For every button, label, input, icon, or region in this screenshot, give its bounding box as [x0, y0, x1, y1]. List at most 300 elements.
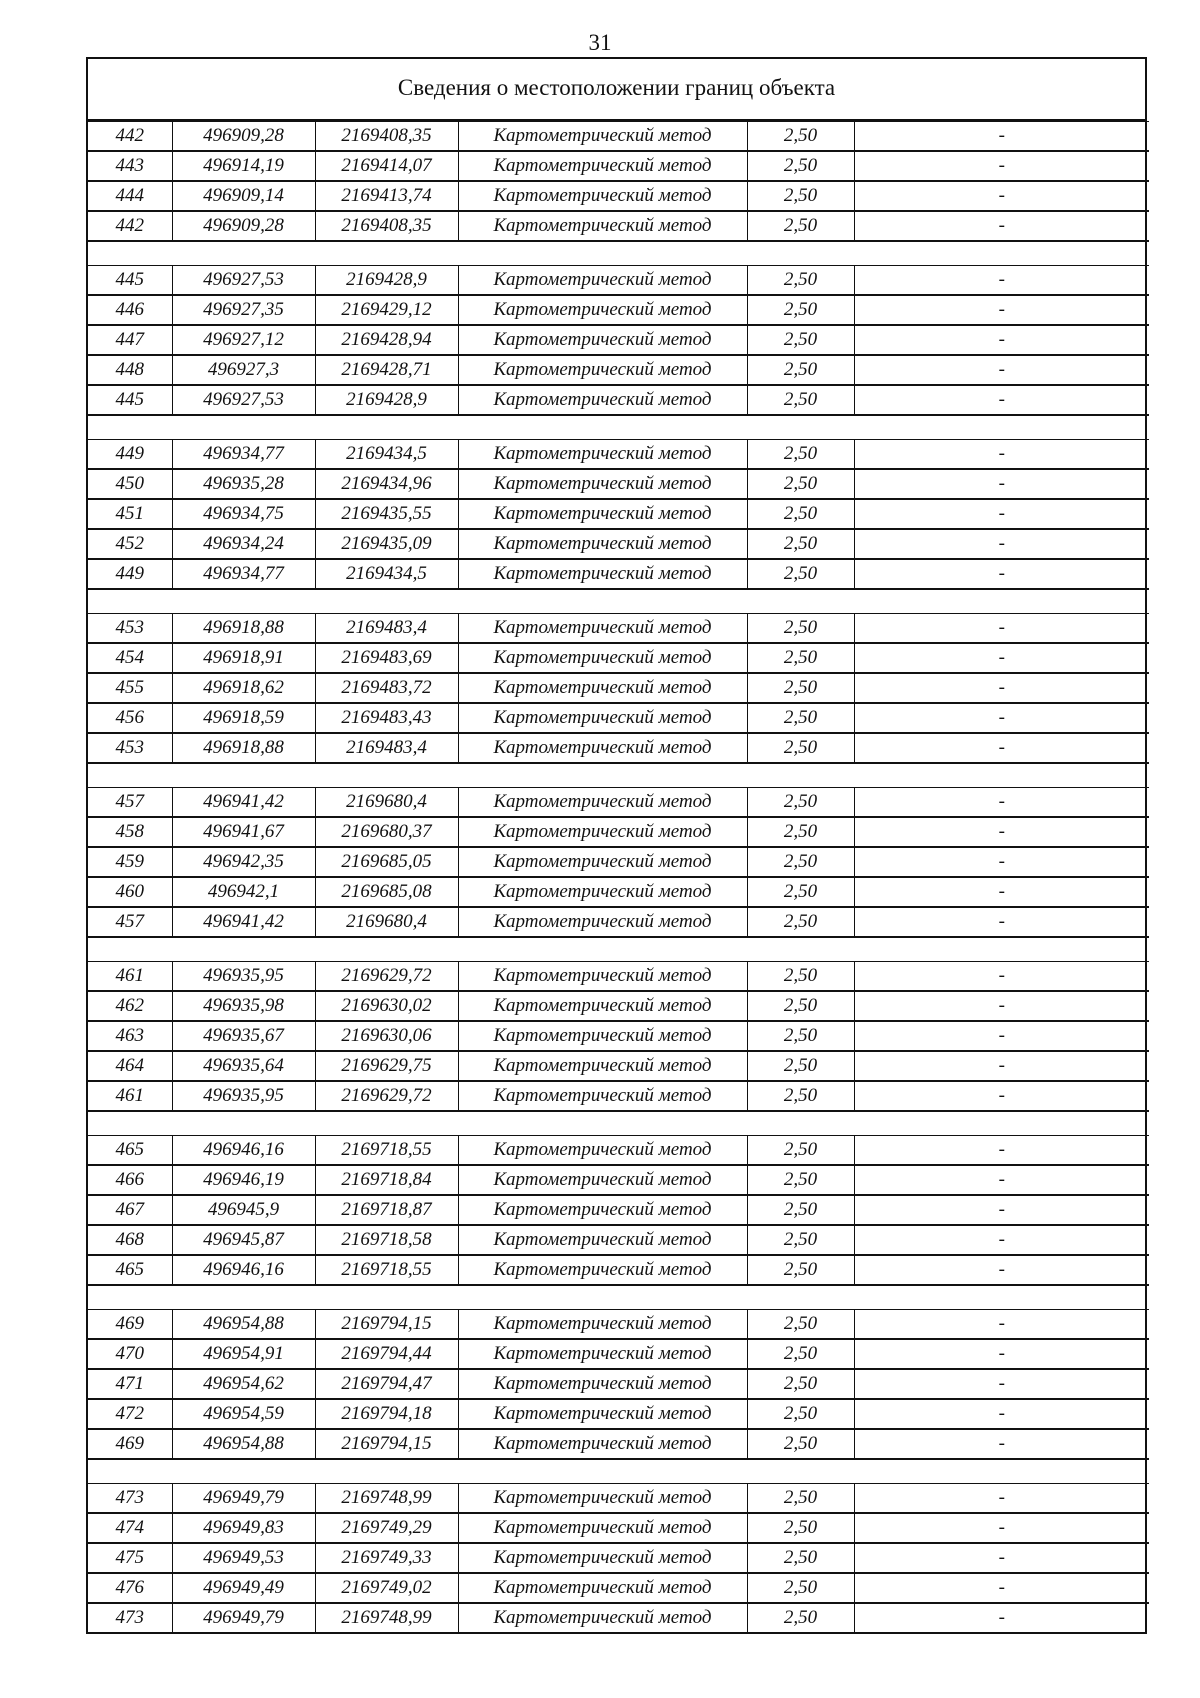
- note-cell: -: [854, 1165, 1149, 1195]
- note-cell: -: [854, 788, 1149, 818]
- accuracy-cell: 2,50: [747, 499, 854, 529]
- accuracy-cell: 2,50: [747, 1310, 854, 1340]
- note-cell: -: [854, 1081, 1149, 1111]
- point-number-cell: 449: [88, 559, 172, 589]
- table-row: [88, 1573, 1149, 1603]
- method-cell: Картометрический метод: [458, 847, 747, 877]
- coordinates-table: [88, 121, 1149, 1632]
- method-cell: Картометрический метод: [458, 991, 747, 1021]
- table-row: [88, 1339, 1149, 1369]
- x-coordinate-cell: 496941,42: [172, 907, 315, 937]
- note-cell: -: [854, 847, 1149, 877]
- table-row: [88, 703, 1149, 733]
- x-coordinate-cell: 496935,98: [172, 991, 315, 1021]
- point-number-cell: 453: [88, 614, 172, 644]
- method-cell: Картометрический метод: [458, 962, 747, 992]
- method-cell: Картометрический метод: [458, 1573, 747, 1603]
- method-cell: Картометрический метод: [458, 1513, 747, 1543]
- note-cell: -: [854, 529, 1149, 559]
- method-cell: Картометрический метод: [458, 122, 747, 152]
- table-row: [88, 559, 1149, 589]
- method-cell: Картометрический метод: [458, 1484, 747, 1514]
- y-coordinate-cell: 2169749,29: [315, 1513, 458, 1543]
- method-cell: Картометрический метод: [458, 614, 747, 644]
- group-separator-row: [88, 241, 1149, 266]
- accuracy-cell: 2,50: [747, 325, 854, 355]
- x-coordinate-cell: 496946,16: [172, 1255, 315, 1285]
- accuracy-cell: 2,50: [747, 673, 854, 703]
- y-coordinate-cell: 2169794,18: [315, 1399, 458, 1429]
- y-coordinate-cell: 2169408,35: [315, 211, 458, 241]
- note-cell: -: [854, 440, 1149, 470]
- page-number: 31: [588, 30, 612, 55]
- table-row: [88, 529, 1149, 559]
- y-coordinate-cell: 2169483,72: [315, 673, 458, 703]
- point-number-cell: 475: [88, 1543, 172, 1573]
- note-cell: -: [854, 1399, 1149, 1429]
- x-coordinate-cell: 496942,1: [172, 877, 315, 907]
- point-number-cell: 444: [88, 181, 172, 211]
- point-number-cell: 462: [88, 991, 172, 1021]
- table-row: [88, 1255, 1149, 1285]
- note-cell: -: [854, 469, 1149, 499]
- note-cell: -: [854, 1603, 1149, 1632]
- method-cell: Картометрический метод: [458, 1051, 747, 1081]
- y-coordinate-cell: 2169718,58: [315, 1225, 458, 1255]
- accuracy-cell: 2,50: [747, 1051, 854, 1081]
- point-number-cell: 442: [88, 211, 172, 241]
- y-coordinate-cell: 2169685,08: [315, 877, 458, 907]
- x-coordinate-cell: 496941,67: [172, 817, 315, 847]
- y-coordinate-cell: 2169718,87: [315, 1195, 458, 1225]
- group-separator-cell: [88, 241, 1149, 266]
- point-number-cell: 470: [88, 1339, 172, 1369]
- method-cell: Картометрический метод: [458, 1543, 747, 1573]
- method-cell: Картометрический метод: [458, 355, 747, 385]
- coordinates-table-body: [88, 122, 1149, 1633]
- note-cell: -: [854, 355, 1149, 385]
- y-coordinate-cell: 2169408,35: [315, 122, 458, 152]
- x-coordinate-cell: 496918,62: [172, 673, 315, 703]
- group-separator-row: [88, 589, 1149, 614]
- x-coordinate-cell: 496946,16: [172, 1136, 315, 1166]
- group-separator-cell: [88, 763, 1149, 788]
- accuracy-cell: 2,50: [747, 1429, 854, 1459]
- group-separator-row: [88, 415, 1149, 440]
- x-coordinate-cell: 496941,42: [172, 788, 315, 818]
- x-coordinate-cell: 496918,59: [172, 703, 315, 733]
- group-separator-cell: [88, 937, 1149, 962]
- point-number-cell: 458: [88, 817, 172, 847]
- point-number-cell: 465: [88, 1255, 172, 1285]
- x-coordinate-cell: 496945,87: [172, 1225, 315, 1255]
- accuracy-cell: 2,50: [747, 877, 854, 907]
- table-row: [88, 907, 1149, 937]
- method-cell: Картометрический метод: [458, 1429, 747, 1459]
- accuracy-cell: 2,50: [747, 1021, 854, 1051]
- note-cell: -: [854, 1543, 1149, 1573]
- point-number-cell: 452: [88, 529, 172, 559]
- point-number-cell: 446: [88, 295, 172, 325]
- y-coordinate-cell: 2169749,02: [315, 1573, 458, 1603]
- method-cell: Картометрический метод: [458, 499, 747, 529]
- table-row: [88, 1195, 1149, 1225]
- accuracy-cell: 2,50: [747, 1513, 854, 1543]
- x-coordinate-cell: 496909,28: [172, 122, 315, 152]
- table-row: [88, 962, 1149, 992]
- note-cell: -: [854, 151, 1149, 181]
- note-cell: -: [854, 817, 1149, 847]
- method-cell: Картометрический метод: [458, 1255, 747, 1285]
- note-cell: -: [854, 1051, 1149, 1081]
- x-coordinate-cell: 496949,83: [172, 1513, 315, 1543]
- table-row: [88, 847, 1149, 877]
- x-coordinate-cell: 496949,49: [172, 1573, 315, 1603]
- group-separator-cell: [88, 1111, 1149, 1136]
- point-number-cell: 464: [88, 1051, 172, 1081]
- point-number-cell: 445: [88, 385, 172, 415]
- note-cell: -: [854, 295, 1149, 325]
- point-number-cell: 476: [88, 1573, 172, 1603]
- note-cell: -: [854, 907, 1149, 937]
- y-coordinate-cell: 2169629,72: [315, 1081, 458, 1111]
- table-row: [88, 266, 1149, 296]
- note-cell: -: [854, 1021, 1149, 1051]
- accuracy-cell: 2,50: [747, 1543, 854, 1573]
- table-row: [88, 1603, 1149, 1632]
- table-row: [88, 817, 1149, 847]
- note-cell: -: [854, 1573, 1149, 1603]
- method-cell: Картометрический метод: [458, 266, 747, 296]
- note-cell: -: [854, 122, 1149, 152]
- y-coordinate-cell: 2169630,02: [315, 991, 458, 1021]
- accuracy-cell: 2,50: [747, 1081, 854, 1111]
- method-cell: Картометрический метод: [458, 877, 747, 907]
- table-row: [88, 1484, 1149, 1514]
- point-number-cell: 457: [88, 907, 172, 937]
- table-row: [88, 499, 1149, 529]
- x-coordinate-cell: 496934,75: [172, 499, 315, 529]
- table-row: [88, 614, 1149, 644]
- note-cell: -: [854, 1429, 1149, 1459]
- method-cell: Картометрический метод: [458, 788, 747, 818]
- method-cell: Картометрический метод: [458, 559, 747, 589]
- table-row: [88, 1225, 1149, 1255]
- note-cell: -: [854, 1484, 1149, 1514]
- y-coordinate-cell: 2169428,71: [315, 355, 458, 385]
- table-row: [88, 673, 1149, 703]
- point-number-cell: 453: [88, 733, 172, 763]
- note-cell: -: [854, 733, 1149, 763]
- note-cell: -: [854, 643, 1149, 673]
- x-coordinate-cell: 496954,88: [172, 1429, 315, 1459]
- method-cell: Картометрический метод: [458, 295, 747, 325]
- x-coordinate-cell: 496935,67: [172, 1021, 315, 1051]
- accuracy-cell: 2,50: [747, 991, 854, 1021]
- method-cell: Картометрический метод: [458, 440, 747, 470]
- x-coordinate-cell: 496949,53: [172, 1543, 315, 1573]
- point-number-cell: 463: [88, 1021, 172, 1051]
- point-number-cell: 473: [88, 1484, 172, 1514]
- method-cell: Картометрический метод: [458, 703, 747, 733]
- table-row: [88, 295, 1149, 325]
- method-cell: Картометрический метод: [458, 529, 747, 559]
- x-coordinate-cell: 496909,14: [172, 181, 315, 211]
- y-coordinate-cell: 2169630,06: [315, 1021, 458, 1051]
- point-number-cell: 472: [88, 1399, 172, 1429]
- point-number-cell: 473: [88, 1603, 172, 1632]
- table-row: [88, 355, 1149, 385]
- accuracy-cell: 2,50: [747, 1399, 854, 1429]
- y-coordinate-cell: 2169483,4: [315, 733, 458, 763]
- method-cell: Картометрический метод: [458, 1225, 747, 1255]
- y-coordinate-cell: 2169428,9: [315, 266, 458, 296]
- accuracy-cell: 2,50: [747, 355, 854, 385]
- point-number-cell: 449: [88, 440, 172, 470]
- point-number-cell: 445: [88, 266, 172, 296]
- accuracy-cell: 2,50: [747, 962, 854, 992]
- point-number-cell: 455: [88, 673, 172, 703]
- table-row: [88, 211, 1149, 241]
- x-coordinate-cell: 496918,88: [172, 614, 315, 644]
- table-row: [88, 151, 1149, 181]
- y-coordinate-cell: 2169794,15: [315, 1429, 458, 1459]
- accuracy-cell: 2,50: [747, 1255, 854, 1285]
- table-title: Сведения о местоположении границ объекта: [88, 59, 1145, 121]
- table-row: [88, 1429, 1149, 1459]
- table-row: [88, 877, 1149, 907]
- table-row: [88, 122, 1149, 152]
- x-coordinate-cell: 496935,95: [172, 962, 315, 992]
- table-row: [88, 325, 1149, 355]
- accuracy-cell: 2,50: [747, 122, 854, 152]
- table-row: [88, 1136, 1149, 1166]
- accuracy-cell: 2,50: [747, 1136, 854, 1166]
- x-coordinate-cell: 496954,62: [172, 1369, 315, 1399]
- y-coordinate-cell: 2169718,55: [315, 1255, 458, 1285]
- point-number-cell: 468: [88, 1225, 172, 1255]
- x-coordinate-cell: 496927,12: [172, 325, 315, 355]
- accuracy-cell: 2,50: [747, 1603, 854, 1632]
- x-coordinate-cell: 496927,53: [172, 266, 315, 296]
- y-coordinate-cell: 2169435,09: [315, 529, 458, 559]
- note-cell: -: [854, 181, 1149, 211]
- method-cell: Картометрический метод: [458, 733, 747, 763]
- y-coordinate-cell: 2169414,07: [315, 151, 458, 181]
- y-coordinate-cell: 2169483,43: [315, 703, 458, 733]
- note-cell: -: [854, 1310, 1149, 1340]
- method-cell: Картометрический метод: [458, 151, 747, 181]
- point-number-cell: 461: [88, 1081, 172, 1111]
- method-cell: Картометрический метод: [458, 1081, 747, 1111]
- note-cell: -: [854, 1369, 1149, 1399]
- accuracy-cell: 2,50: [747, 733, 854, 763]
- accuracy-cell: 2,50: [747, 385, 854, 415]
- point-number-cell: 456: [88, 703, 172, 733]
- note-cell: -: [854, 559, 1149, 589]
- method-cell: Картометрический метод: [458, 1603, 747, 1632]
- x-coordinate-cell: 496935,64: [172, 1051, 315, 1081]
- x-coordinate-cell: 496934,77: [172, 440, 315, 470]
- y-coordinate-cell: 2169629,75: [315, 1051, 458, 1081]
- group-separator-row: [88, 763, 1149, 788]
- y-coordinate-cell: 2169413,74: [315, 181, 458, 211]
- table-row: [88, 643, 1149, 673]
- point-number-cell: 457: [88, 788, 172, 818]
- y-coordinate-cell: 2169434,96: [315, 469, 458, 499]
- accuracy-cell: 2,50: [747, 1484, 854, 1514]
- y-coordinate-cell: 2169680,4: [315, 907, 458, 937]
- note-cell: -: [854, 877, 1149, 907]
- group-separator-cell: [88, 1459, 1149, 1484]
- y-coordinate-cell: 2169749,33: [315, 1543, 458, 1573]
- accuracy-cell: 2,50: [747, 559, 854, 589]
- accuracy-cell: 2,50: [747, 847, 854, 877]
- x-coordinate-cell: 496942,35: [172, 847, 315, 877]
- note-cell: -: [854, 325, 1149, 355]
- table-row: [88, 788, 1149, 818]
- group-separator-cell: [88, 415, 1149, 440]
- group-separator-cell: [88, 1285, 1149, 1310]
- y-coordinate-cell: 2169629,72: [315, 962, 458, 992]
- x-coordinate-cell: 496914,19: [172, 151, 315, 181]
- note-cell: -: [854, 1513, 1149, 1543]
- point-number-cell: 447: [88, 325, 172, 355]
- x-coordinate-cell: 496918,88: [172, 733, 315, 763]
- note-cell: -: [854, 1195, 1149, 1225]
- method-cell: Картометрический метод: [458, 469, 747, 499]
- note-cell: -: [854, 1136, 1149, 1166]
- x-coordinate-cell: 496927,35: [172, 295, 315, 325]
- method-cell: Картометрический метод: [458, 1195, 747, 1225]
- accuracy-cell: 2,50: [747, 529, 854, 559]
- y-coordinate-cell: 2169429,12: [315, 295, 458, 325]
- table-row: [88, 440, 1149, 470]
- method-cell: Картометрический метод: [458, 385, 747, 415]
- x-coordinate-cell: 496934,77: [172, 559, 315, 589]
- x-coordinate-cell: 496927,3: [172, 355, 315, 385]
- table-row: [88, 469, 1149, 499]
- y-coordinate-cell: 2169685,05: [315, 847, 458, 877]
- note-cell: -: [854, 1225, 1149, 1255]
- point-number-cell: 443: [88, 151, 172, 181]
- y-coordinate-cell: 2169483,69: [315, 643, 458, 673]
- accuracy-cell: 2,50: [747, 643, 854, 673]
- method-cell: Картометрический метод: [458, 1310, 747, 1340]
- x-coordinate-cell: 496954,88: [172, 1310, 315, 1340]
- y-coordinate-cell: 2169794,47: [315, 1369, 458, 1399]
- group-separator-row: [88, 1459, 1149, 1484]
- table-row: [88, 1369, 1149, 1399]
- method-cell: Картометрический метод: [458, 907, 747, 937]
- accuracy-cell: 2,50: [747, 295, 854, 325]
- method-cell: Картометрический метод: [458, 643, 747, 673]
- method-cell: Картометрический метод: [458, 1165, 747, 1195]
- point-number-cell: 451: [88, 499, 172, 529]
- note-cell: -: [854, 1255, 1149, 1285]
- point-number-cell: 460: [88, 877, 172, 907]
- y-coordinate-cell: 2169794,15: [315, 1310, 458, 1340]
- y-coordinate-cell: 2169748,99: [315, 1484, 458, 1514]
- accuracy-cell: 2,50: [747, 1165, 854, 1195]
- table-row: [88, 1543, 1149, 1573]
- point-number-cell: 454: [88, 643, 172, 673]
- boundary-table-sheet: [86, 57, 1147, 1634]
- accuracy-cell: 2,50: [747, 211, 854, 241]
- point-number-cell: 466: [88, 1165, 172, 1195]
- x-coordinate-cell: 496935,95: [172, 1081, 315, 1111]
- method-cell: Картометрический метод: [458, 1136, 747, 1166]
- accuracy-cell: 2,50: [747, 1369, 854, 1399]
- table-row: [88, 1310, 1149, 1340]
- method-cell: Картометрический метод: [458, 817, 747, 847]
- y-coordinate-cell: 2169794,44: [315, 1339, 458, 1369]
- y-coordinate-cell: 2169434,5: [315, 440, 458, 470]
- point-number-cell: 469: [88, 1310, 172, 1340]
- accuracy-cell: 2,50: [747, 1573, 854, 1603]
- accuracy-cell: 2,50: [747, 469, 854, 499]
- accuracy-cell: 2,50: [747, 440, 854, 470]
- y-coordinate-cell: 2169680,4: [315, 788, 458, 818]
- y-coordinate-cell: 2169435,55: [315, 499, 458, 529]
- y-coordinate-cell: 2169718,55: [315, 1136, 458, 1166]
- note-cell: -: [854, 385, 1149, 415]
- note-cell: -: [854, 266, 1149, 296]
- note-cell: -: [854, 1339, 1149, 1369]
- point-number-cell: 459: [88, 847, 172, 877]
- x-coordinate-cell: 496949,79: [172, 1603, 315, 1632]
- table-row: [88, 1051, 1149, 1081]
- point-number-cell: 471: [88, 1369, 172, 1399]
- table-row: [88, 733, 1149, 763]
- method-cell: Картометрический метод: [458, 181, 747, 211]
- note-cell: -: [854, 614, 1149, 644]
- group-separator-cell: [88, 589, 1149, 614]
- note-cell: -: [854, 499, 1149, 529]
- x-coordinate-cell: 496954,91: [172, 1339, 315, 1369]
- x-coordinate-cell: 496954,59: [172, 1399, 315, 1429]
- x-coordinate-cell: 496935,28: [172, 469, 315, 499]
- point-number-cell: 450: [88, 469, 172, 499]
- method-cell: Картометрический метод: [458, 1399, 747, 1429]
- accuracy-cell: 2,50: [747, 788, 854, 818]
- accuracy-cell: 2,50: [747, 817, 854, 847]
- note-cell: -: [854, 991, 1149, 1021]
- accuracy-cell: 2,50: [747, 266, 854, 296]
- y-coordinate-cell: 2169718,84: [315, 1165, 458, 1195]
- y-coordinate-cell: 2169434,5: [315, 559, 458, 589]
- table-row: [88, 1165, 1149, 1195]
- y-coordinate-cell: 2169428,94: [315, 325, 458, 355]
- method-cell: Картометрический метод: [458, 211, 747, 241]
- point-number-cell: 467: [88, 1195, 172, 1225]
- table-row: [88, 1399, 1149, 1429]
- accuracy-cell: 2,50: [747, 1339, 854, 1369]
- accuracy-cell: 2,50: [747, 614, 854, 644]
- method-cell: Картометрический метод: [458, 673, 747, 703]
- point-number-cell: 448: [88, 355, 172, 385]
- table-row: [88, 991, 1149, 1021]
- note-cell: -: [854, 703, 1149, 733]
- method-cell: Картометрический метод: [458, 1021, 747, 1051]
- accuracy-cell: 2,50: [747, 1225, 854, 1255]
- group-separator-row: [88, 937, 1149, 962]
- y-coordinate-cell: 2169748,99: [315, 1603, 458, 1632]
- x-coordinate-cell: 496949,79: [172, 1484, 315, 1514]
- x-coordinate-cell: 496946,19: [172, 1165, 315, 1195]
- y-coordinate-cell: 2169483,4: [315, 614, 458, 644]
- method-cell: Картометрический метод: [458, 1339, 747, 1369]
